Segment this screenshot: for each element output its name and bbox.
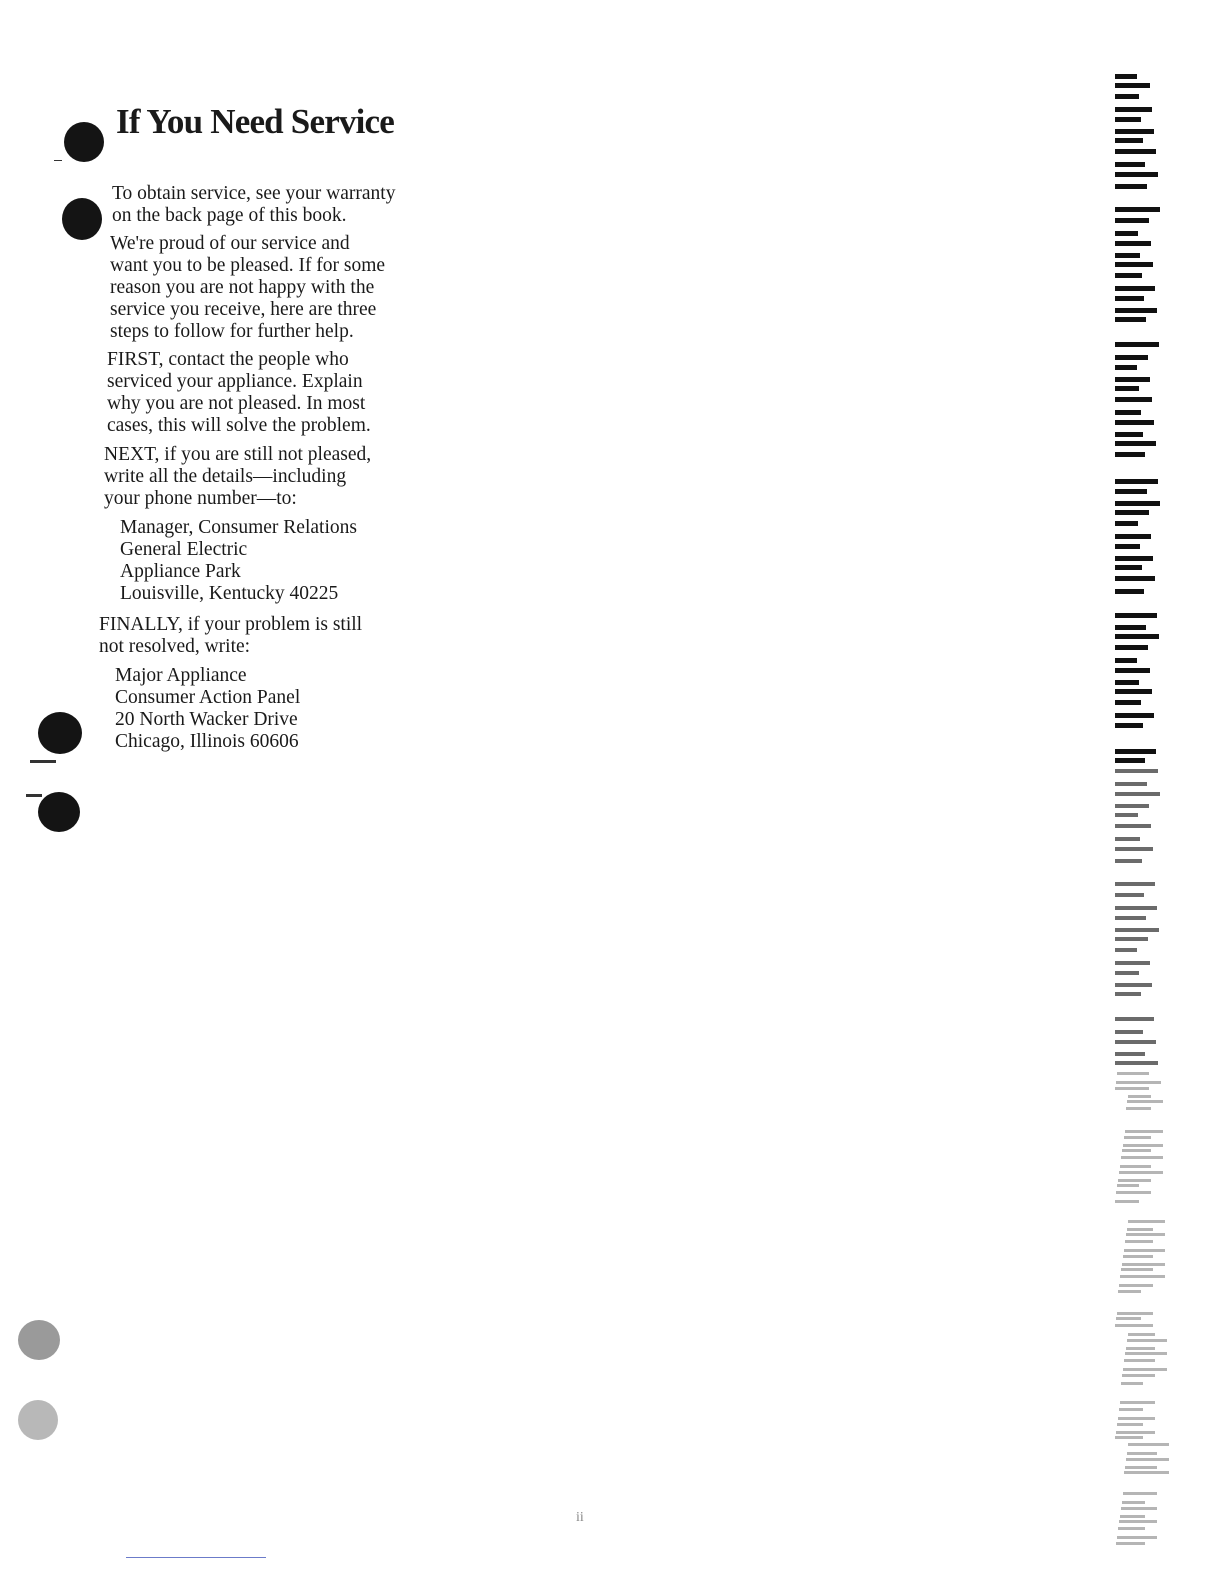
binding-bar [1115, 452, 1145, 457]
binding-bar [1124, 1136, 1151, 1139]
binding-bar [1115, 1017, 1154, 1021]
binding-bar [1115, 1200, 1139, 1203]
binding-bar [1115, 231, 1138, 236]
text-line: FIRST, contact the people who [107, 349, 349, 370]
binding-bar [1126, 1107, 1151, 1110]
binding-bar [1125, 1352, 1167, 1355]
binding-bar [1118, 1179, 1151, 1182]
binding-bar [1128, 1095, 1151, 1098]
text-line: service you receive, here are three [110, 299, 377, 320]
binding-bar [1122, 1374, 1155, 1377]
binding-bar [1115, 824, 1151, 828]
next-step-paragraph [104, 444, 371, 510]
hole-punch-mark [62, 198, 102, 240]
binding-bar [1115, 172, 1158, 177]
binding-bar [1115, 377, 1150, 382]
binding-bar [1115, 882, 1155, 886]
address-line: Manager, Consumer Relations [120, 517, 357, 538]
binding-bar [1122, 1501, 1145, 1504]
binding-bar [1118, 1290, 1141, 1293]
binding-bar [1115, 928, 1159, 932]
hole-punch-mark [38, 792, 80, 832]
binding-bar [1115, 847, 1153, 851]
binding-bar [1125, 1240, 1153, 1243]
binding-bar [1115, 544, 1140, 549]
binding-bar [1128, 1443, 1169, 1446]
binding-bar [1115, 556, 1153, 561]
service-pride-paragraph [110, 233, 385, 343]
binding-bar [1115, 645, 1148, 650]
binding-bar [1115, 625, 1146, 630]
binding-bar [1115, 1436, 1143, 1439]
binding-bar [1115, 906, 1157, 910]
binding-bar [1115, 589, 1144, 594]
scan-dash [26, 794, 42, 797]
binding-bar [1115, 1061, 1158, 1065]
text-line: NEXT, if you are still not pleased, [104, 444, 372, 465]
binding-bar [1115, 74, 1137, 79]
text-line: To obtain service, see your warranty [112, 183, 396, 204]
binding-bar [1126, 1233, 1165, 1236]
binding-bar [1115, 410, 1141, 415]
binding-bar [1115, 355, 1148, 360]
binding-bar [1115, 286, 1155, 291]
binding-bar [1117, 1423, 1143, 1426]
binding-bar [1115, 971, 1139, 975]
binding-bar [1115, 342, 1159, 347]
hole-punch-mark [38, 712, 82, 754]
binding-bar [1115, 317, 1146, 322]
binding-bar [1115, 218, 1149, 223]
binding-bar [1115, 262, 1153, 267]
binding-bar [1120, 1165, 1151, 1168]
binding-bar [1115, 253, 1140, 258]
binding-bar [1115, 510, 1149, 515]
binding-bar [1115, 138, 1143, 143]
binding-bar [1115, 769, 1158, 773]
text-line: your phone number—to: [104, 488, 297, 509]
binding-bar [1115, 149, 1156, 154]
binding-edge-artifact [1115, 70, 1185, 1570]
binding-bar [1116, 1317, 1141, 1320]
binding-bar [1118, 1417, 1155, 1420]
binding-bar [1116, 1191, 1151, 1194]
binding-bar [1115, 813, 1138, 817]
scan-dash [30, 760, 56, 763]
binding-bar [1121, 1268, 1153, 1271]
bottom-rule [126, 1557, 266, 1558]
binding-bar [1115, 441, 1156, 446]
binding-bar [1125, 1466, 1157, 1469]
binding-bar [1115, 658, 1137, 663]
binding-bar [1119, 1284, 1153, 1287]
binding-bar [1115, 680, 1139, 685]
binding-bar [1128, 1220, 1165, 1223]
binding-bar [1115, 983, 1152, 987]
binding-bar [1115, 782, 1147, 786]
binding-bar [1121, 1507, 1157, 1510]
binding-bar [1115, 713, 1154, 718]
binding-bar [1127, 1452, 1157, 1455]
binding-bar [1115, 1087, 1149, 1090]
consumer-relations-address [120, 517, 357, 605]
binding-bar [1117, 1536, 1157, 1539]
scan-dash [54, 160, 62, 161]
text-line: cases, this will solve the problem. [107, 415, 371, 436]
binding-bar [1115, 992, 1141, 996]
binding-bar [1118, 1527, 1145, 1530]
binding-bar [1115, 365, 1137, 370]
binding-bar [1127, 1228, 1153, 1231]
binding-bar [1122, 1149, 1151, 1152]
text-line: reason you are not happy with the [110, 277, 375, 298]
text-line: write all the details—including [104, 466, 347, 487]
binding-bar [1123, 1368, 1167, 1371]
hole-punch-mark [18, 1320, 60, 1360]
hole-punch-mark [18, 1400, 58, 1440]
binding-bar [1119, 1408, 1143, 1411]
binding-bar [1115, 501, 1160, 506]
binding-bar [1115, 521, 1138, 526]
binding-bar [1126, 1458, 1169, 1461]
intro-paragraph [112, 183, 395, 227]
binding-bar [1115, 749, 1156, 754]
binding-bar [1115, 308, 1157, 313]
text-line: not resolved, write: [99, 636, 251, 657]
binding-bar [1115, 479, 1158, 484]
binding-bar [1115, 723, 1143, 728]
binding-bar [1115, 420, 1154, 425]
binding-bar [1115, 859, 1142, 863]
address-line: Chicago, Illinois 60606 [115, 731, 299, 752]
binding-bar [1115, 489, 1147, 494]
binding-bar [1115, 273, 1142, 278]
address-line: Louisville, Kentucky 40225 [120, 583, 339, 604]
binding-bar [1122, 1263, 1165, 1266]
text-line: steps to follow for further help. [110, 321, 354, 342]
text-line: FINALLY, if your problem is still [99, 614, 363, 635]
binding-bar [1115, 83, 1150, 88]
binding-bar [1123, 1255, 1153, 1258]
page-title: If You Need Service [116, 102, 395, 141]
binding-bar [1115, 296, 1144, 301]
binding-bar [1116, 1081, 1161, 1084]
binding-bar [1124, 1249, 1165, 1252]
binding-bar [1115, 1052, 1145, 1056]
binding-bar [1120, 1515, 1145, 1518]
binding-bar [1115, 937, 1148, 941]
binding-bar [1127, 1339, 1167, 1342]
text-line: serviced your appliance. Explain [107, 371, 363, 392]
binding-bar [1115, 576, 1155, 581]
binding-bar [1115, 948, 1137, 952]
first-step-paragraph [107, 349, 371, 437]
binding-bar [1115, 916, 1146, 920]
address-line: Consumer Action Panel [115, 687, 301, 708]
binding-bar [1115, 117, 1141, 122]
binding-bar [1115, 386, 1139, 391]
text-line: why you are not pleased. In most [107, 393, 366, 414]
binding-bar [1124, 1359, 1155, 1362]
binding-bar [1115, 107, 1152, 112]
binding-bar [1116, 1542, 1145, 1545]
binding-bar [1115, 241, 1151, 246]
binding-bar [1115, 162, 1145, 167]
binding-bar [1115, 804, 1149, 808]
text-line: We're proud of our service and [110, 233, 350, 254]
binding-bar [1115, 837, 1140, 841]
binding-bar [1121, 1156, 1163, 1159]
binding-bar [1115, 893, 1144, 897]
binding-bar [1115, 668, 1150, 673]
binding-bar [1121, 1382, 1143, 1385]
binding-bar [1115, 792, 1160, 796]
binding-bar [1115, 129, 1154, 134]
binding-bar [1115, 758, 1145, 763]
finally-step-paragraph [99, 614, 362, 658]
binding-bar [1127, 1100, 1163, 1103]
address-line: Major Appliance [115, 665, 247, 686]
binding-bar [1115, 432, 1143, 437]
binding-bar [1123, 1144, 1163, 1147]
binding-bar [1115, 689, 1152, 694]
binding-bar [1123, 1492, 1157, 1495]
action-panel-address [115, 665, 300, 753]
binding-bar [1115, 184, 1147, 189]
binding-bar [1120, 1401, 1155, 1404]
binding-bar [1115, 1030, 1143, 1034]
binding-bar [1115, 94, 1139, 99]
binding-bar [1126, 1347, 1155, 1350]
binding-bar [1117, 1312, 1153, 1315]
binding-bar [1117, 1072, 1149, 1075]
address-line: General Electric [120, 539, 248, 560]
binding-bar [1119, 1171, 1163, 1174]
text-line: want you to be pleased. If for some [110, 255, 386, 276]
binding-bar [1128, 1333, 1155, 1336]
binding-bar [1120, 1275, 1165, 1278]
binding-bar [1115, 700, 1141, 705]
page-number: ii [576, 1510, 584, 1525]
address-line: 20 North Wacker Drive [115, 709, 298, 730]
binding-bar [1117, 1184, 1139, 1187]
binding-bar [1115, 207, 1160, 212]
binding-bar [1115, 634, 1159, 639]
binding-bar [1115, 534, 1151, 539]
binding-bar [1119, 1520, 1157, 1523]
binding-bar [1115, 565, 1142, 570]
binding-bar [1115, 1324, 1153, 1327]
binding-bar [1115, 1040, 1156, 1044]
binding-bar [1115, 613, 1157, 618]
binding-bar [1125, 1130, 1163, 1133]
binding-bar [1116, 1431, 1155, 1434]
text-line: on the back page of this book. [112, 205, 347, 226]
address-line: Appliance Park [120, 561, 241, 582]
binding-bar [1115, 397, 1152, 402]
binding-bar [1115, 961, 1150, 965]
binding-bar [1124, 1471, 1169, 1474]
hole-punch-mark [64, 122, 104, 162]
